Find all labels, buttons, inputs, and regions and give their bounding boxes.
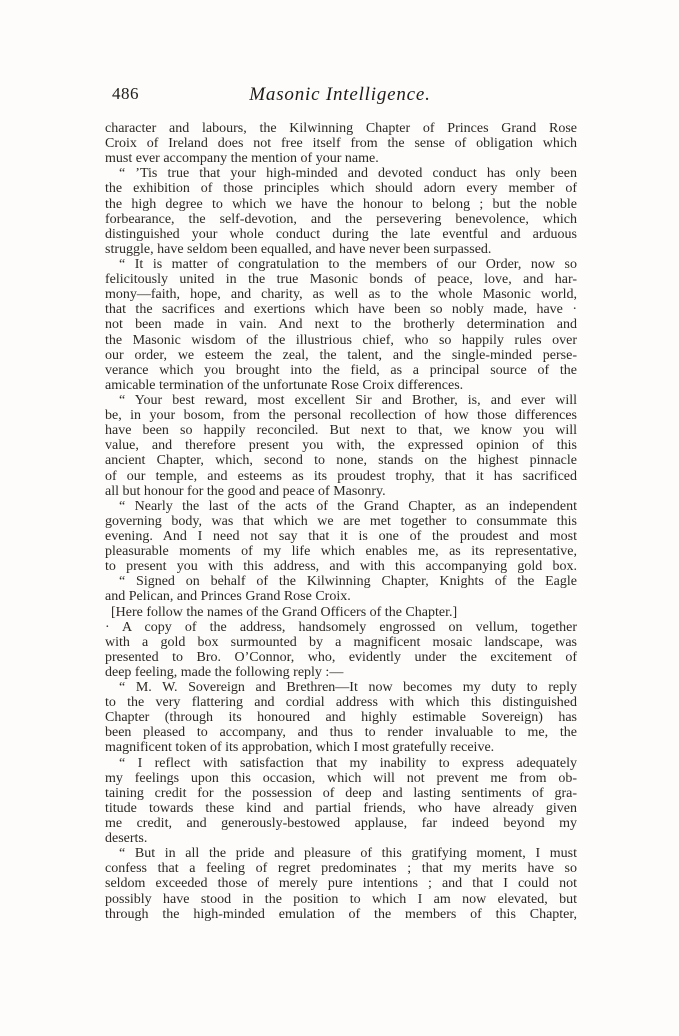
text-line: · A copy of the address, handsomely engrossed on vellum, together xyxy=(105,619,577,635)
text-line: mony—faith, hope, and charity, as well as to the whole Masonic world, xyxy=(105,287,577,303)
text-line: Chapter (through its honoured and highly estimable Sovereign) has xyxy=(105,710,577,726)
text-line: seldom exceeded those of merely pure intentions ; and that I could not xyxy=(105,876,577,892)
text-line: “ It is matter of congratulation to the members of our Order, now so xyxy=(119,256,577,272)
text-line: magnificent token of its approbation, which I most gratefully receive. xyxy=(105,740,495,756)
text-line: the Masonic wisdom of the illustrious chief, who so happily rules over xyxy=(105,332,577,348)
text-line: me credit, and generously-bestowed applause, far indeed beyond my xyxy=(105,816,577,832)
text-line: confess that a feeling of regret predominates ; that my merits have so xyxy=(105,861,577,877)
text-line: value, and therefore present you with, the expressed opinion of this xyxy=(105,438,577,454)
text-line: taining credit for the possession of deep and lasting sentiments of gra- xyxy=(105,785,577,801)
text-line: verance which you brought into the field, as a principal source of the xyxy=(105,362,577,378)
body-text xyxy=(105,121,577,922)
text-line: not been made in vain. And next to the brotherly determination and xyxy=(105,317,577,333)
page-header xyxy=(106,84,574,108)
text-line: evening. And I need not say that it is one of the proudest and most xyxy=(105,528,577,544)
text-line: “ I reflect with satisfaction that my inability to express adequately xyxy=(119,755,577,771)
text-line: with a gold box surmounted by a magnificent mosaic landscape, was xyxy=(105,634,577,650)
text-line: my feelings upon this occasion, which will not prevent me from ob- xyxy=(105,770,577,786)
text-line: of our temple, and esteems as its proudest trophy, that it has sacrificed xyxy=(105,468,577,484)
text-line: and Pelican, and Princes Grand Rose Croix. xyxy=(105,589,351,605)
text-line: the high degree to which we have the honour to belong ; but the noble xyxy=(105,196,577,212)
text-line: “ Nearly the last of the acts of the Grand Chapter, as an independent xyxy=(119,498,577,514)
text-line: all but honour for the good and peace of Masonry. xyxy=(105,483,386,499)
text-line: [Here follow the names of the Grand Officers of the Chapter.] xyxy=(111,604,458,620)
text-line: our order, we esteem the zeal, the talent, and the single-minded perse- xyxy=(105,347,577,363)
text-line: have been so happily reconciled. But next to that, we know you will xyxy=(105,423,577,439)
text-line: “ ’Tis true that your high-minded and devoted conduct has only been xyxy=(119,166,577,182)
text-line: to the very flattering and cordial address with which this distinguished xyxy=(105,695,577,711)
text-line: amicable termination of the unfortunate Rose Croix differences. xyxy=(105,377,464,393)
text-line: “ But in all the pride and pleasure of this gratifying moment, I must xyxy=(119,846,577,862)
text-line: that the sacrifices and exertions which have been so nobly made, have · xyxy=(105,302,577,318)
text-line: ancient Chapter, which, second to none, stands on the highest pinnacle xyxy=(105,453,577,469)
text-line: presented to Bro. O’Connor, who, evidently under the excitement of xyxy=(105,649,577,665)
text-line: governing body, was that which we are met together to consummate this xyxy=(105,513,577,529)
text-line: Croix of Ireland does not free itself from the sense of obligation which xyxy=(105,136,577,152)
running-title: Masonic Intelligence. xyxy=(249,84,431,105)
text-line: must ever accompany the mention of your name. xyxy=(105,151,379,167)
text-line: the exhibition of those principles which should adorn every member of xyxy=(105,181,577,197)
text-line: been pleased to accompany, and thus to render invaluable to me, the xyxy=(105,725,577,741)
text-line: deep feeling, made the following reply :— xyxy=(105,664,344,680)
text-line: distinguished your whole conduct during the late eventful and arduous xyxy=(105,226,577,242)
text-line: character and labours, the Kilwinning Chapter of Princes Grand Rose xyxy=(105,121,577,136)
text-line: possibly have stood in the position to which I am now elevated, but xyxy=(105,891,577,907)
text-line: titude towards these kind and partial friends, who have already given xyxy=(105,800,577,816)
text-line: forbearance, the self-devotion, and the persevering benevolence, which xyxy=(105,211,577,227)
text-line: struggle, have seldom been equalled, and have never been surpassed. xyxy=(105,241,492,257)
text-line: felicitously united in the true Masonic bonds of peace, love, and har- xyxy=(105,272,577,288)
text-line: through the high-minded emulation of the members of this Chapter, xyxy=(105,906,577,922)
text-line: pleasurable moments of my life which enables me, as its representative, xyxy=(105,544,577,560)
page-number: 486 xyxy=(112,84,139,103)
text-line: “ Your best reward, most excellent Sir and Brother, is, and ever will xyxy=(119,392,577,408)
text-line: to present you with this address, and with this accompanying gold box. xyxy=(105,559,577,575)
text-line: “ M. W. Sovereign and Brethren—It now becomes my duty to reply xyxy=(119,680,577,696)
text-line: “ Signed on behalf of the Kilwinning Chapter, Knights of the Eagle xyxy=(119,574,577,590)
text-line: deserts. xyxy=(105,831,148,847)
text-line: be, in your bosom, from the personal recollection of how those differences xyxy=(105,408,577,424)
